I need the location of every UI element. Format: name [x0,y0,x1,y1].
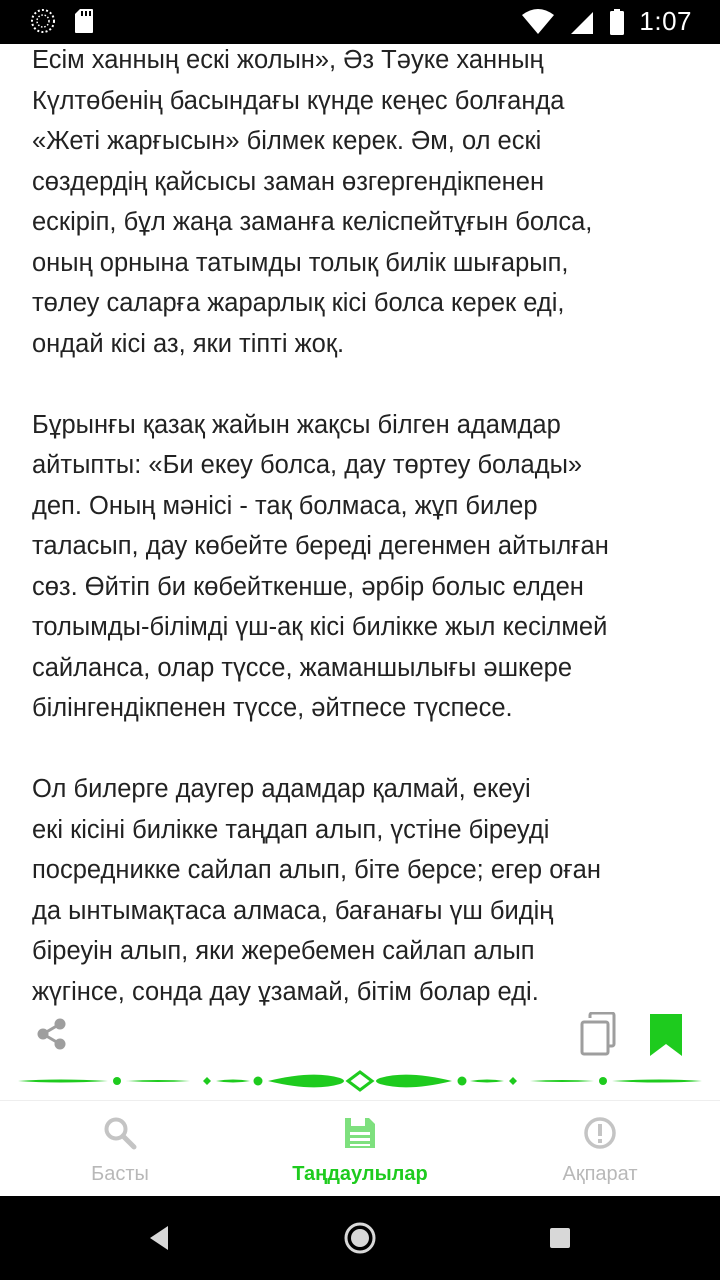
recents-icon [542,1220,578,1256]
nav-item-info[interactable] [480,1101,720,1197]
share-button[interactable] [34,1016,70,1052]
back-icon [142,1220,178,1256]
battery-icon [609,8,625,36]
status-time: 1:07 [639,6,692,36]
info-icon [582,1115,618,1151]
back-button[interactable] [142,1220,178,1256]
ornamental-divider [18,1068,702,1094]
copy-button[interactable] [578,1012,618,1056]
copy-icon [578,1012,618,1056]
home-button[interactable] [342,1220,378,1256]
action-row [0,1006,720,1066]
article-paragraph: Ол билерге даугер адамдар қалмай, екеуі екі кісіні билікке таңдап алып, үстіне біреуді посредникке сайлап алып, біте берсе; егер оған да ынтымақтаса алмаса, бағанағы үш бидің біреуін алып, яки жеребемен сайлап алып жүгінсе, сонда дау ұзамай, бітім болар еді. [32,775,601,1006]
nav-label-favorites: Таңдаулылар [292,1163,428,1185]
save-icon [342,1115,378,1151]
spinner-icon [30,8,56,34]
article-paragraph: Есім ханның ескі жолын», Әз Тәуке ханның Күлтөбенің басындағы күнде кеңес болғанда «Жеті жарғысын» білмек керек. Әм, ол ескі сөздердің қайсысы заман өзгергендікпенен ескіріп, бұл жаңа заманға келіспейтұғын болса, оның орнына татымды толық билік шығарып, төлеу саларға жарарлық кісі болса керек еді, ондай кісі аз, яки тіпті жоқ. [32,46,593,358]
nav-label-info: Ақпарат [562,1163,638,1185]
bookmark-button[interactable] [648,1012,684,1058]
sd-card-icon [74,8,94,34]
bookmark-icon [648,1012,684,1058]
recents-button[interactable] [542,1220,578,1256]
cellular-icon [569,8,595,36]
bottom-navigation [0,1100,720,1197]
nav-item-favorites[interactable] [240,1101,480,1197]
search-icon [102,1115,138,1151]
article-content[interactable] [32,40,692,1006]
home-icon [342,1220,378,1256]
nav-item-home[interactable] [0,1101,240,1197]
nav-label-home: Басты [91,1163,149,1185]
system-navigation-bar [0,1196,720,1280]
wifi-icon [521,8,555,36]
share-icon [34,1016,70,1052]
article-paragraph: Бұрынғы қазақ жайын жақсы білген адамдар айтыпты: «Би екеу болса, дау төртеу болады» деп. Оның мәнісі - тақ болмаса, жұп билер таласып, дау көбейте береді дегенмен айтылған сөз. Өйтіп би көбейткенше, әрбір болыс елден толымды-білімді үш-ақ кісі билікке жыл кесілмей сайланса, олар түссе, жаманшылығы әшкере білінгендікпенен түссе, әйтпесе түспесе. [32,410,609,722]
status-bar [0,0,720,44]
